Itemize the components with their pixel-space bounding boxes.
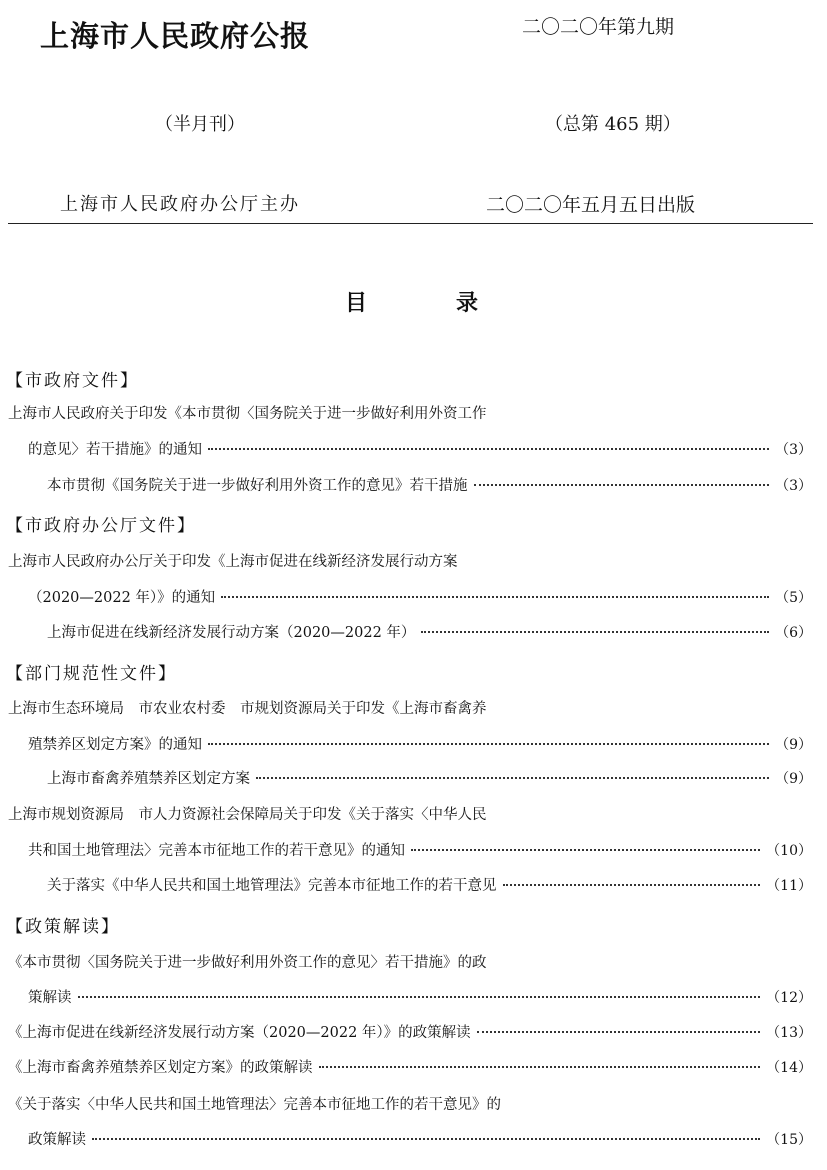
toc-page-number: （9）	[775, 771, 812, 787]
toc-entry[interactable]	[8, 697, 812, 718]
toc-entry[interactable]	[28, 839, 812, 860]
toc-entry-title: 策解读	[28, 990, 72, 1006]
toc-entry-title: 关于落实《中华人民共和国土地管理法》完善本市征地工作的若干意见	[47, 878, 497, 894]
toc-entry[interactable]	[8, 550, 812, 571]
toc-section-heading: 【市政府文件】	[6, 371, 139, 391]
toc-entry[interactable]	[8, 1093, 812, 1114]
toc-page-number: （14）	[766, 1060, 812, 1076]
dot-leader	[208, 448, 769, 450]
toc-entry-title: 上海市人民政府关于印发《本市贯彻〈国务院关于进一步做好利用外资工作	[8, 406, 487, 422]
sponsor: 上海市人民政府办公厅主办	[60, 194, 300, 215]
toc-entry[interactable]	[8, 1056, 812, 1077]
dot-leader	[256, 777, 769, 779]
toc-entry[interactable]	[28, 586, 812, 607]
toc-section-heading: 【政策解读】	[6, 917, 120, 937]
toc-entry-title: 上海市规划资源局 市人力资源社会保障局关于印发《关于落实〈中华人民	[8, 807, 487, 823]
dot-leader	[474, 484, 770, 486]
frequency: （半月刊）	[155, 114, 245, 135]
toc-entry-title: 殖禁养区划定方案》的通知	[28, 737, 202, 753]
dot-leader	[92, 1138, 760, 1140]
toc-page-number: （3）	[775, 442, 812, 458]
toc-entry-title: 政策解读	[28, 1132, 86, 1148]
dot-leader	[78, 996, 761, 998]
gazette-title: 上海市人民政府公报	[40, 19, 311, 53]
toc-entry[interactable]	[28, 986, 812, 1007]
dot-leader	[221, 596, 769, 598]
dot-leader	[208, 743, 769, 745]
toc-page-number: （9）	[775, 737, 812, 753]
toc-section-heading: 【市政府办公厅文件】	[6, 516, 196, 536]
toc-entry[interactable]	[47, 621, 812, 642]
total-issue: （总第 465 期）	[545, 114, 681, 135]
toc-page-number: （12）	[766, 990, 812, 1006]
dot-leader	[421, 631, 769, 633]
toc-section-heading: 【部门规范性文件】	[6, 664, 177, 684]
toc-entry-title: 上海市畜禽养殖禁养区划定方案	[47, 771, 250, 787]
toc-entry-title: 《上海市促进在线新经济发展行动方案（2020—2022 年）》的政策解读	[8, 1025, 471, 1041]
dot-leader	[477, 1031, 761, 1033]
toc-page-number: （3）	[775, 478, 812, 494]
toc-entry-title: 的意见〉若干措施》的通知	[28, 442, 202, 458]
toc-entry[interactable]	[8, 803, 812, 824]
toc-entry-title: 《本市贯彻〈国务院关于进一步做好利用外资工作的意见〉若干措施》的政	[8, 955, 487, 971]
toc-entry[interactable]	[47, 767, 812, 788]
toc-entry[interactable]	[47, 874, 812, 895]
toc-entry[interactable]	[8, 951, 812, 972]
toc-page-number: （13）	[766, 1025, 812, 1041]
toc-entry-title: 《关于落实〈中华人民共和国土地管理法〉完善本市征地工作的若干意见》的	[8, 1097, 501, 1113]
toc-title-right: 录	[456, 290, 479, 316]
toc-page-number: （10）	[766, 843, 812, 859]
toc-page-number: （6）	[775, 625, 812, 641]
toc-entry[interactable]	[28, 733, 812, 754]
toc-entry[interactable]	[8, 402, 812, 423]
toc-entry-title: 《上海市畜禽养殖禁养区划定方案》的政策解读	[8, 1060, 313, 1076]
toc-entry-title: （2020—2022 年）》的通知	[28, 590, 216, 606]
toc-entry-title: 上海市促进在线新经济发展行动方案（2020—2022 年）	[47, 625, 416, 641]
toc-entry[interactable]	[8, 1021, 812, 1042]
dot-leader	[503, 884, 761, 886]
toc-entry-title: 共和国土地管理法〉完善本市征地工作的若干意见》的通知	[28, 843, 405, 859]
toc-page-number: （5）	[775, 590, 812, 606]
toc-entry[interactable]	[28, 1128, 812, 1149]
toc-page-number: （11）	[766, 878, 812, 894]
dot-leader	[411, 849, 760, 851]
toc-entry[interactable]	[47, 474, 812, 495]
toc-title-left: 目	[345, 290, 368, 316]
dot-leader	[319, 1066, 761, 1068]
header-divider	[8, 223, 813, 224]
publication-date: 二〇二〇年五月五日出版	[486, 194, 696, 216]
toc-entry-title: 上海市人民政府办公厅关于印发《上海市促进在线新经济发展行动方案	[8, 554, 458, 570]
issue-number: 二〇二〇年第九期	[522, 16, 675, 38]
toc-page-number: （15）	[766, 1132, 812, 1148]
toc-entry-title: 上海市生态环境局 市农业农村委 市规划资源局关于印发《上海市畜禽养	[8, 701, 487, 717]
toc-entry-title: 本市贯彻《国务院关于进一步做好利用外资工作的意见》若干措施	[47, 478, 468, 494]
toc-entry[interactable]	[28, 438, 812, 459]
